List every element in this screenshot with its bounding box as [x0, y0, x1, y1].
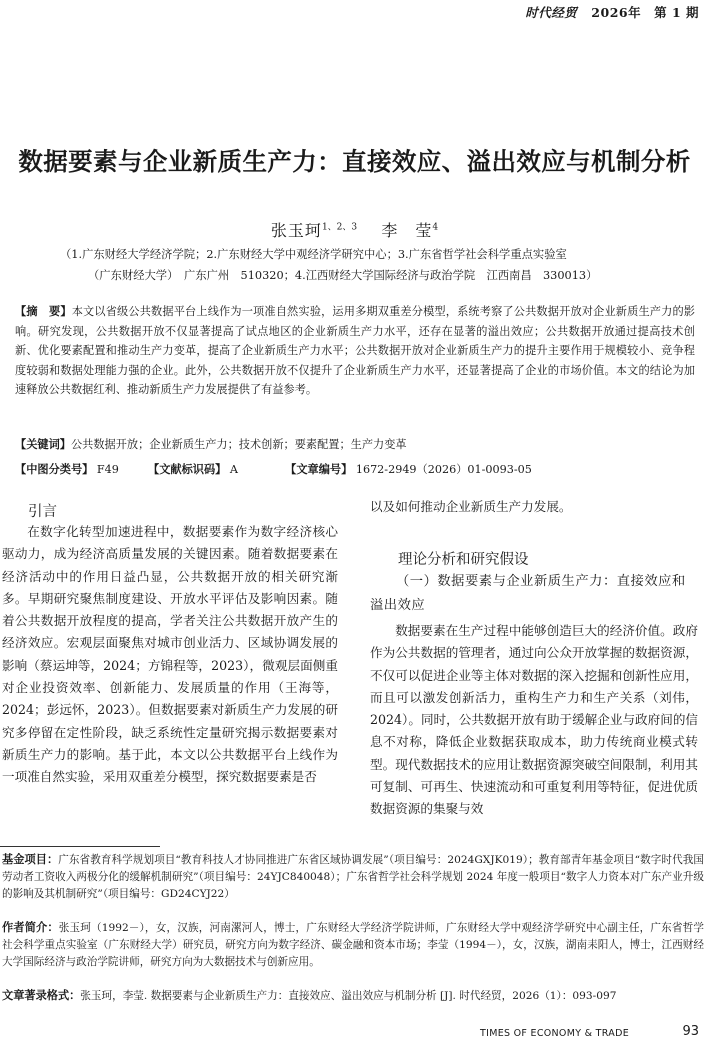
- right-column-continuation: 以及如何推动企业新质生产力发展。: [370, 499, 572, 514]
- footer-journal-name: TIMES OF ECONOMY & TRADE: [480, 1028, 629, 1039]
- fund-label: 基金项目：: [2, 853, 59, 866]
- article-number-value: 1672-2949（2026）01-0093-05: [355, 463, 532, 476]
- intro-heading: 引言: [28, 504, 57, 520]
- journal-name: 时代经贸: [525, 5, 578, 20]
- article-number-label: 【文章编号】: [285, 463, 353, 476]
- author-affiliation-mark: 4: [432, 222, 439, 233]
- doc-code-value: A: [229, 463, 238, 476]
- citation-label: 文章著录格式：: [2, 989, 81, 1002]
- page-number: 93: [682, 1024, 699, 1039]
- theory-heading: 理论分析和研究假设: [398, 552, 529, 568]
- running-header: [525, 3, 699, 21]
- affiliation-line: （广东财经大学） 广东广州 510320；4.江西财经大学国际经济与政治学院 江西南昌 330013）: [88, 269, 598, 282]
- keywords-label: 【关键词】: [15, 438, 71, 451]
- abstract-text: 本文以省级公共数据平台上线作为一项准自然实验，运用多期双重差分模型，系统考察了公共数据开放对企业新质生产力的影响。研究发现，公共数据开放不仅显著提高了试点地区的企业新质生产力水平，还存在显著的溢出效应；公共数据开放通过提高技术创新、优化要素配置和推动生产力变革，提高了企业新质生产力水平；公共数据开放对企业新质生产力的提升主要作用于规模较小、竞争程度较弱和数据处理能力强的企业。此外，公共数据开放不仅提升了企业新质生产力水平，还显著提高了企业的市场价值。本文的结论为加速释放公共数据红利、推动新质生产力发展提供了有益参考。: [15, 305, 695, 396]
- citation-text: 张玉珂，李莹. 数据要素与企业新质生产力：直接效应、溢出效应与机制分析 [J]. 时代经贸，2026（1）：093-097: [80, 990, 617, 1002]
- keywords: [15, 436, 407, 452]
- doc-code-label: 【文献标识码】: [148, 463, 227, 476]
- author-affiliation-mark: 1、2、3: [321, 222, 358, 233]
- paper-title: 数据要素与企业新质生产力：直接效应、溢出效应与机制分析: [18, 147, 691, 176]
- theory-subheading-text: （一）数据要素与企业新质生产力：直接效应和溢出效应: [370, 574, 686, 613]
- issue-label: 2026年 第 1 期: [591, 5, 699, 20]
- classification-line: [15, 461, 532, 477]
- author-name: 张玉珂: [270, 221, 322, 240]
- abstract-label: 【摘 要】: [15, 305, 72, 318]
- affiliation-line: （1.广东财经大学经济学院；2.广东财经大学中观经济学研究中心；3.广东省哲学社会科学重点实验室: [60, 248, 567, 261]
- abstract: [15, 302, 695, 400]
- footnote-divider: [0, 846, 160, 847]
- fund-footnote: [2, 852, 704, 902]
- theory-body: [370, 620, 698, 821]
- intro-body: [2, 521, 338, 789]
- author-bio-label: 作者简介：: [2, 921, 59, 934]
- author-name: 李 莹: [381, 221, 433, 240]
- intro-paragraph: 在数字化转型加速进程中，数据要素作为数字经济核心驱动力，成为经济高质量发展的关键因素。随着数据要素在经济活动中的作用日益凸显，公共数据开放的相关研究渐多。早期研究聚焦制度建设、开放水平评估及影响因素。随着公共数据开放程度的提高，学者关注公共数据开放产生的经济效应。宏观层面聚焦对城市创业活力、区域协调发展的影响（蔡运坤等，2024；方锦程等，2023），微观层面侧重对企业投资效率、创新能力、发展质量的作用（王海等，2024；彭远怀，2023）。但数据要素对新质生产力发展的研究多停留在定性阶段，缺乏系统性定量研究揭示数据要素对新质生产力的影响。基于此，本文以公共数据平台上线作为一项准自然实验，采用双重差分模型，探究数据要素是否: [2, 524, 338, 785]
- fund-text: 广东省教育科学规划项目“教育科技人才协同推进广东省区域协调发展”（项目编号：2024GXJK019）；教育部青年基金项目“数字时代我国劳动者工资收入两极分化的缓解机制研究”（项目编号：24YJC840048）；广东省哲学社会科学规划 2024 年度一般项目“数字人力资本对广东产业升级的影响及其机制研究”（项目编号：GD24CYJ22）: [2, 854, 704, 900]
- author-line: [0, 218, 709, 241]
- citation-footnote: [2, 988, 704, 1005]
- clc-value: F49: [96, 463, 119, 476]
- theory-paragraph: 数据要素在生产过程中能够创造巨大的经济价值。政府作为公共数据的管理者，通过向公众开放掌握的数据资源，不仅可以促进企业等主体对数据的深入挖掘和创新性应用，而且可以激发创新活力，重构生产力和生产关系（刘伟，2024）。同时，公共数据开放有助于缓解企业与政府间的信息不对称，降低企业数据获取成本，助力传统商业模式转型。现代数据技术的应用让数据资源突破空间限制，利用其可复制、可再生、快速流动和可重复利用等特征，促进优质数据资源的集聚与效: [370, 623, 699, 817]
- clc-label: 【中图分类号】: [15, 463, 94, 476]
- author-bio-footnote: [2, 920, 704, 970]
- keywords-text: 公共数据开放；企业新质生产力；技术创新；要素配置；生产力变革: [70, 438, 407, 451]
- theory-subheading: [370, 570, 698, 618]
- author-bio-text: 张玉珂（1992－），女，汉族，河南漯河人，博士，广东财经大学经济学院讲师，广东财经大学中观经济学研究中心副主任，广东省哲学社会科学重点实验室（广东财经大学）研究员，研究方向为数字经济、碳金融和资本市场；李莹（1994－），女，汉族，湖南耒阳人，博士，江西财经大学国际经济与政治学院讲师，研究方向为大数据技术与创新应用。: [2, 922, 704, 968]
